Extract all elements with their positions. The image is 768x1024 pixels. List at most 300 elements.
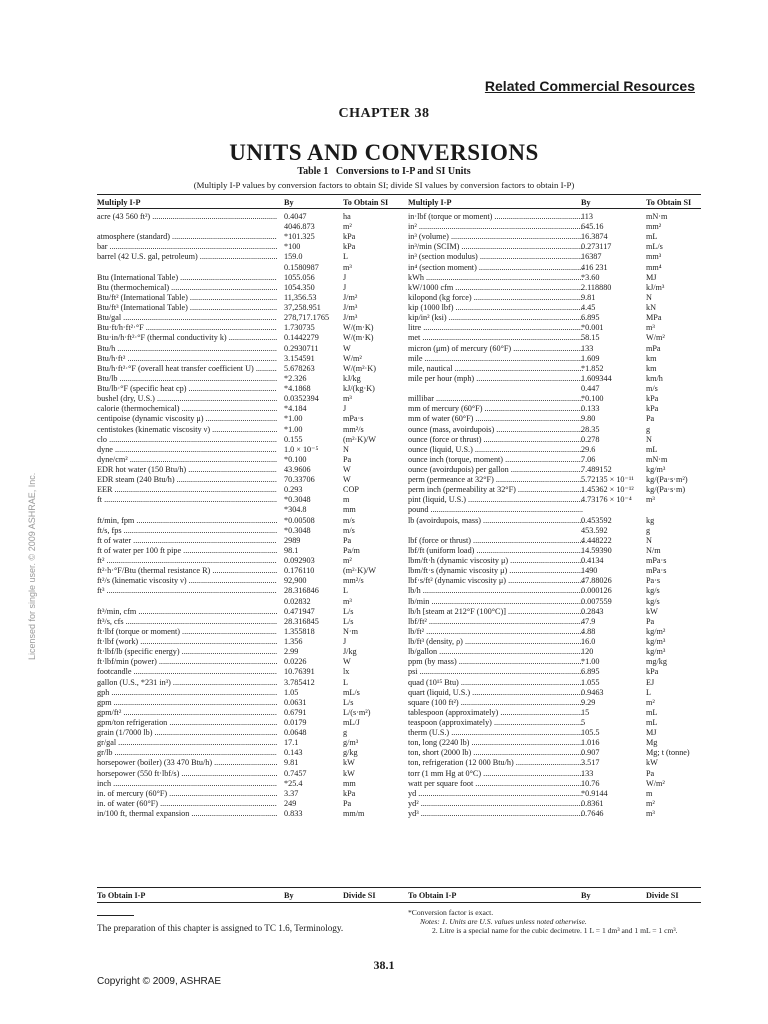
leader-dots [181,769,277,778]
leader-dots [425,354,583,363]
table-row [97,698,397,708]
footnote-exact: *Conversion factor is exact. [408,908,494,917]
table-row [408,698,701,708]
table-row [97,597,397,607]
row-unit: L/s [343,606,354,616]
leader-dots [107,586,277,595]
leader-dots [134,667,277,676]
table-row [97,414,397,424]
row-factor: 0.0226 [284,657,307,667]
row-factor: 0.092903 [284,556,315,566]
footnote-litre: 2. Litre is a special name for the cubic decimetre. 1 L = 1 dm³ and 1 mL = 1 cm³. [432,926,678,935]
table-row [408,313,701,323]
row-label: pint (liquid, U.S.) ..... [408,495,583,505]
row-label: kW/1000 cfm ..... [408,283,583,293]
row-unit: g/kg [343,748,358,758]
row-factor: 4.448222 [581,535,612,545]
row-factor: *4.184 [284,404,307,414]
row-unit: mPa·s [646,556,667,566]
row-factor: 70.33706 [284,475,315,485]
row-factor: 0.176110 [284,566,315,576]
table-row [97,657,397,667]
row-factor: 278,717.1765 [284,313,330,323]
table-row [408,728,701,738]
leader-dots [212,425,277,434]
row-unit: J [343,282,347,292]
table-row [97,789,397,799]
row-label: centipoise (dynamic viscosity μ) ..... [97,414,277,424]
row-factor: 3.785412 [284,677,315,687]
leader-dots [138,607,277,616]
table-row [97,354,397,364]
left-header-to-obtain: To Obtain SI [343,198,389,207]
row-label: ft²·h·°F/Btu (thermal resistance R) ..... [97,566,277,576]
row-label: dyne ..... [97,445,277,455]
leader-dots [110,242,277,251]
row-unit: Mg; t (tonne) [646,748,690,758]
leader-dots [229,333,277,342]
leader-dots [182,627,277,636]
table-row [97,465,397,475]
row-factor: 0.0648 [284,728,307,738]
row-label: ft·lbf/min (power) ..... [97,657,277,667]
row-label: grain (1/7000 lb) ..... [97,728,277,738]
row-factor: *0.00508 [284,515,315,525]
row-unit: Pa [343,454,352,464]
leader-dots [159,657,277,666]
row-factor: 4.88 [581,626,596,636]
table-row [97,738,397,748]
row-unit: L/s [343,616,354,626]
row-label: Btu·ft/h·ft²·°F ..... [97,323,277,333]
leader-dots [160,799,277,808]
table-row [408,536,701,546]
table-row [97,263,397,273]
row-factor: 113 [581,212,593,221]
table-row [408,252,701,262]
row-label: Btu (International Table) ..... [97,273,277,283]
row-factor: 0.4134 [581,556,604,566]
leader-dots [505,455,583,464]
row-unit: m² [343,556,352,566]
row-factor: 0.0179 [284,718,307,727]
leader-dots [511,465,583,474]
left-footer-divide: Divide SI [343,891,376,900]
row-factor: 1.355818 [284,626,315,636]
leader-dots [109,435,277,444]
leader-dots [476,546,583,555]
row-unit: mN·m [646,212,668,221]
row-factor: 37,258.951 [284,303,321,313]
leader-dots [508,576,583,585]
row-label: EER ..... [97,485,277,495]
right-header-to-obtain: To Obtain SI [646,198,692,207]
leader-dots [111,688,277,697]
row-unit: kg [646,515,655,525]
leader-dots [104,495,277,504]
row-label: gpm/ft² ..... [97,708,277,718]
leader-dots [471,738,583,747]
table-row [408,748,701,758]
table-row [97,273,397,283]
row-label: gr/lb ..... [97,748,277,758]
row-label: bushel (dry, U.S.) ..... [97,394,277,404]
leader-dots [429,617,583,626]
table-row [97,678,397,688]
row-unit: Pa [646,768,655,778]
leader-dots [426,627,583,636]
row-factor: 17.1 [284,738,299,748]
row-label: ounce (mass, avoirdupois) ..... [408,425,583,435]
row-unit: kW [646,606,658,616]
row-factor: 0.447 [581,384,600,394]
row-unit: mL [646,232,658,242]
table-caption-text: Conversions to I-P and SI Units [335,166,471,177]
row-unit: mL/s [646,242,663,252]
row-label: lbf/ft (uniform load) ..... [408,546,583,556]
row-factor: 2989 [284,535,301,545]
row-label: ft²/s (kinematic viscosity ν) ..... [97,576,277,586]
table-row [97,769,397,779]
row-factor: 16387 [581,252,602,262]
table-row [408,425,701,435]
row-label: quart (liquid, U.S.) ..... [408,688,583,698]
row-unit: m [646,788,653,798]
row-factor: 15 [581,707,590,717]
row-factor: 0.833 [284,809,303,819]
table-bottom-rule [97,902,701,903]
table-row [97,556,397,566]
leader-dots [476,374,583,383]
row-unit: m³ [646,323,655,333]
right-header-by: By [581,198,591,207]
row-factor: 9.29 [581,697,596,707]
leader-dots [423,323,583,332]
row-label: ft·lbf (torque or moment) ..... [97,627,277,637]
table-row [408,667,701,677]
row-label: Btu·in/h·ft²·°F (thermal conductivity k) ..... [97,333,277,343]
row-factor: 43.9606 [284,465,311,474]
table-row [97,495,397,505]
table-row [408,678,701,688]
table-row [97,576,397,586]
leader-dots [479,263,583,272]
row-label: EDR steam (240 Btu/h) ..... [97,475,277,485]
row-factor: 10.76391 [284,667,315,677]
table-row [97,404,397,414]
table-row [408,495,701,505]
leader-dots [418,789,583,798]
leader-dots [177,475,277,484]
row-unit: kW [343,758,355,768]
row-label: in/100 ft, thermal expansion ..... [97,809,277,819]
leader-dots [155,728,277,737]
row-factor: 5.678263 [284,363,315,373]
row-label: ounce inch (torque, moment) ..... [408,455,583,465]
row-unit: mL [646,444,658,454]
row-unit: mm [343,778,356,788]
row-label: ounce (liquid, U.S.) ..... [408,445,583,455]
row-factor: 6.895 [581,667,600,677]
row-label: EDR hot water (150 Btu/h) ..... [97,465,277,475]
row-unit: kg/s [646,586,660,596]
row-unit: m³ [343,596,352,606]
table-row [408,758,701,768]
leader-dots [130,455,277,464]
row-unit: Mg [646,738,658,748]
row-unit: MJ [646,728,657,738]
table-row [408,597,701,607]
related-resources-link[interactable]: Related Commercial Resources [484,78,695,94]
table-row [97,435,397,445]
leader-dots [474,293,583,302]
row-unit: mPa·s [646,566,667,576]
row-factor: 3.154591 [284,353,315,363]
row-factor: 159.0 [284,252,303,262]
row-factor: 0.133 [581,404,600,414]
table-row [97,364,397,374]
table-row [408,465,701,475]
table-row [408,323,701,333]
leader-dots [431,505,583,514]
row-unit: kPa [646,394,659,404]
row-unit: mN·m [646,454,668,464]
row-factor: 0.2843 [581,606,604,616]
row-factor: 0.8361 [581,798,604,808]
leader-dots [475,779,583,788]
row-unit: mm/m [343,809,365,819]
row-factor: 29.6 [581,444,596,454]
row-label: lbm/ft·h (dynamic viscosity μ) ..... [408,556,583,566]
row-factor: *100 [284,242,301,252]
leader-dots [461,242,583,251]
row-factor: 0.0352394 [284,394,319,404]
row-factor: 4.73176 × 10⁻⁴ [581,495,632,505]
table-row [408,637,701,647]
footnote-rule [97,915,134,916]
row-label: millibar ..... [408,394,583,404]
table-row [408,526,701,536]
table-row [97,344,397,354]
row-unit: mm² [646,222,662,232]
row-factor: 28.316845 [284,616,319,626]
row-unit: mL [646,718,658,727]
chapter-label: CHAPTER 38 [338,106,430,121]
table-footer-rule [97,887,701,888]
row-label: tablespoon (approximately) ..... [408,708,583,718]
row-factor: 120 [581,647,594,657]
row-factor: 0.4047 [284,212,307,221]
table-row [408,556,701,566]
table-row [408,505,701,515]
table-row [408,364,701,374]
row-unit: kg/s [646,596,660,606]
row-factor: *3.60 [581,272,600,282]
row-label: in² ..... [408,222,583,232]
row-label: kilopond (kg force) ..... [408,293,583,303]
table-row [97,708,397,718]
table-row [97,455,397,465]
leader-dots [421,799,583,808]
row-label: mm of mercury (60°F) ..... [408,404,583,414]
table-row [97,303,397,313]
leader-dots [451,728,583,737]
row-unit: g [646,525,651,535]
table-row [408,263,701,273]
row-factor: 47.9 [581,616,596,626]
row-factor: 1.730735 [284,323,315,333]
row-label: Btu/h ..... [97,344,277,354]
leader-dots [483,516,583,525]
row-factor: 0.2930711 [284,343,319,353]
row-label: ft ..... [97,495,277,505]
row-factor: 9.80 [581,414,596,424]
row-factor: 98.1 [284,545,299,555]
row-label: lb/gallon ..... [408,647,583,657]
row-unit: kW [343,768,355,778]
row-label: torr (1 mm Hg at 0°C) ..... [408,769,583,779]
row-label: ft³/min, cfm ..... [97,607,277,617]
table-row [408,455,701,465]
row-factor: *0.100 [581,394,604,404]
row-factor: 4046.873 [284,222,315,232]
table-row [97,242,397,252]
row-unit: W/(m²·K) [343,363,376,373]
row-unit: mm⁴ [646,262,662,272]
row-factor: 1054.350 [284,282,315,292]
table-row [97,637,397,647]
table-row [408,688,701,698]
row-factor: 47.88026 [581,576,612,586]
table-row [408,546,701,556]
row-label: ft of water ..... [97,536,277,546]
row-unit: (m²·K)/W [343,566,376,576]
table-row [97,779,397,789]
row-factor: 1.609 [581,353,600,363]
leader-dots [189,576,277,585]
row-label: lb/h ..... [408,586,583,596]
row-factor: 5.72135 × 10⁻¹¹ [581,475,634,485]
row-label: in⁴ (section moment) ..... [408,263,583,273]
row-factor: 0.000126 [581,586,612,596]
row-factor: 0.278 [581,434,600,444]
leader-dots [431,597,583,606]
row-label: centistokes (kinematic viscosity ν) ..... [97,425,277,435]
leader-dots [483,769,583,778]
leader-dots [472,688,583,697]
table-row [97,252,397,262]
table-row [408,799,701,809]
table-row [408,779,701,789]
row-unit: km/h [646,373,663,383]
row-label: gpm/ton refrigeration ..... [97,718,277,728]
row-unit: m² [343,222,352,232]
row-label: psi ..... [408,667,583,677]
table-row [97,394,397,404]
leader-dots [473,748,583,757]
leader-dots [191,809,277,818]
row-label: ton, short (2000 lb) ..... [408,748,583,758]
row-unit: Pa [343,798,352,808]
row-label: Btu/lb·°F (specific heat cp) ..... [97,384,277,394]
table-row [408,384,701,394]
row-label: dyne/cm² ..... [97,455,277,465]
row-unit: L [343,677,349,687]
row-label: kWh ..... [408,273,583,283]
row-label: inch ..... [97,779,277,789]
table-row [408,617,701,627]
leader-dots [188,465,277,474]
row-unit: W/m² [646,333,665,343]
table-row [97,627,397,637]
row-unit: m³ [646,495,655,505]
row-unit: m [343,495,350,505]
leader-dots [124,526,277,535]
row-factor: 0.1442279 [284,333,319,343]
table-row [408,344,701,354]
right-footer-to-obtain: To Obtain I-P [408,891,457,900]
row-label: Btu/lb ..... [97,374,277,384]
row-unit: (m²·K)/W [343,434,376,444]
leader-dots [123,708,277,717]
row-factor: *2.326 [284,373,307,383]
table-row [97,647,397,657]
row-unit: COP [343,485,359,495]
row-unit: kPa [646,667,659,677]
row-unit: N [646,292,652,302]
leader-dots [485,404,584,413]
row-label: kip (1000 lbf) ..... [408,303,583,313]
table-row [408,333,701,343]
row-unit: L/(s·m²) [343,707,371,717]
row-unit: EJ [646,677,655,687]
table-row [97,425,397,435]
row-unit: kPa [343,788,356,798]
leader-dots [473,536,583,545]
row-factor: 14.59390 [581,545,612,555]
row-label: ft³ ..... [97,586,277,596]
row-factor: 0.007559 [581,596,612,606]
table-row [97,799,397,809]
row-label: atmosphere (standard) ..... [97,232,277,242]
table-top-rule [97,194,701,195]
leader-dots [214,758,277,767]
leader-dots [419,222,583,231]
row-label: bar ..... [97,242,277,252]
row-label: in³ (volume) ..... [408,232,583,242]
row-label: pound ..... [408,505,583,515]
row-unit: mL/J [343,718,360,727]
row-factor: 1.05 [284,687,299,697]
table-row [408,566,701,576]
row-unit: L/s [343,697,354,707]
row-label: ft³/s, cfs ..... [97,617,277,627]
row-unit: g/m³ [343,738,359,748]
row-unit: J/m² [343,292,358,302]
row-factor: 4.45 [581,303,596,313]
row-factor: 0.02832 [284,596,311,606]
row-label: Btu (thermochemical) ..... [97,283,277,293]
row-unit: g [343,728,348,738]
leader-dots [107,556,277,565]
row-factor: 1.016 [581,738,600,748]
row-unit: mPa·s [343,414,364,424]
row-label: lbf/ft² ..... [408,617,583,627]
row-factor: 416 231 [581,262,608,272]
row-label: lbm/ft·s (dynamic viscosity μ) ..... [408,566,583,576]
row-label: ft of water per 100 ft pipe ..... [97,546,277,556]
row-factor: 1.356 [284,637,303,647]
